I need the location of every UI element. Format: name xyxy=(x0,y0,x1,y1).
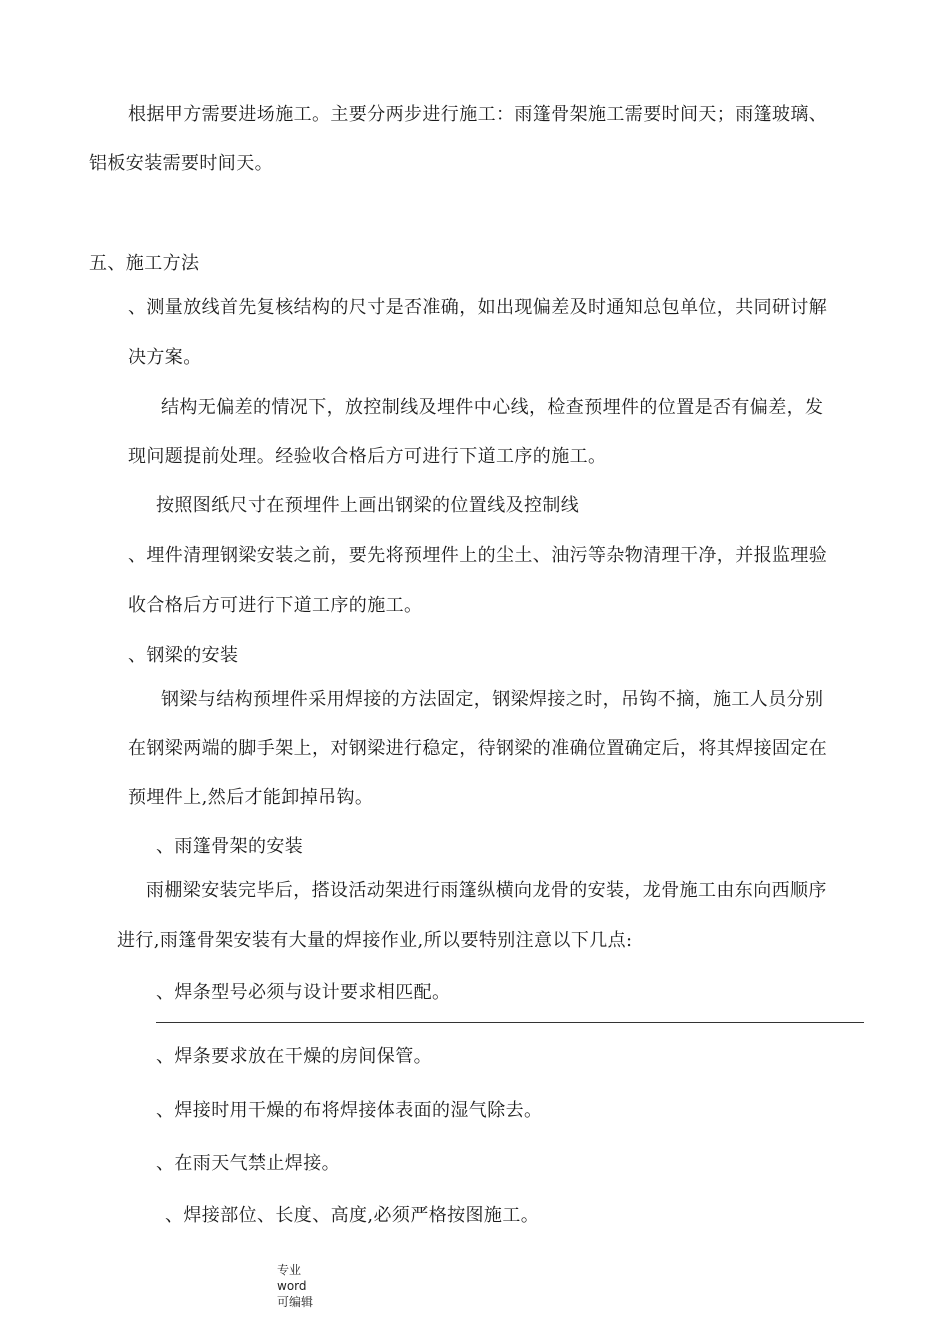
footer-line: word xyxy=(277,1279,307,1293)
paragraph-line: 进行,雨篷骨架安装有大量的焊接作业,所以要特别注意以下几点: xyxy=(117,930,633,951)
list-item: 、焊条型号必须与设计要求相匹配。 xyxy=(156,982,451,1003)
list-item: 、焊接时用干燥的布将焊接体表面的湿气除去。 xyxy=(156,1100,543,1121)
paragraph-line: 铝板安装需要时间天。 xyxy=(89,153,273,174)
footer-line: 专业 xyxy=(277,1263,302,1277)
paragraph-line: 结构无偏差的情况下，放控制线及埋件中心线，检查预埋件的位置是否有偏差，发 xyxy=(161,397,824,418)
subsection-heading: 、雨篷骨架的安装 xyxy=(156,836,304,857)
paragraph-line: 决方案。 xyxy=(128,347,202,368)
paragraph-line: 、测量放线首先复核结构的尺寸是否准确，如出现偏差及时通知总包单位，共同研讨解 xyxy=(128,297,828,318)
section-heading: 五、施工方法 xyxy=(89,253,200,274)
paragraph-line: 在钢梁两端的脚手架上，对钢梁进行稳定，待钢梁的准确位置确定后，将其焊接固定在 xyxy=(128,738,828,759)
paragraph-line: 按照图纸尺寸在预埋件上画出钢梁的位置线及控制线 xyxy=(156,495,580,516)
list-item: 、焊条要求放在干燥的房间保管。 xyxy=(156,1046,432,1067)
paragraph-line: 雨棚梁安装完毕后，搭设活动架进行雨篷纵横向龙骨的安装，龙骨施工由东向西顺序 xyxy=(146,880,827,901)
subsection-heading: 、钢梁的安装 xyxy=(128,645,239,666)
paragraph-line: 预埋件上,然后才能卸掉吊钩。 xyxy=(128,787,374,808)
footer-line: 可编辑 xyxy=(277,1295,314,1309)
paragraph-line: 、埋件清理钢梁安装之前，要先将预埋件上的尘土、油污等杂物清理干净，并报监理验 xyxy=(128,545,828,566)
paragraph-line: 收合格后方可进行下道工序的施工。 xyxy=(128,595,423,616)
paragraph-line: 现问题提前处理。经验收合格后方可进行下道工序的施工。 xyxy=(128,446,607,467)
list-item: 、焊接部位、长度、高度,必须严格按图施工。 xyxy=(165,1205,540,1226)
list-item: 、在雨天气禁止焊接。 xyxy=(156,1153,340,1174)
paragraph-line: 根据甲方需要进场施工。主要分两步进行施工：雨篷骨架施工需要时间天；雨篷玻璃、 xyxy=(128,104,828,125)
horizontal-rule xyxy=(156,1022,864,1023)
page-footer xyxy=(277,1262,313,1310)
paragraph-line: 钢梁与结构预埋件采用焊接的方法固定，钢梁焊接之时，吊钩不摘，施工人员分别 xyxy=(161,689,824,710)
